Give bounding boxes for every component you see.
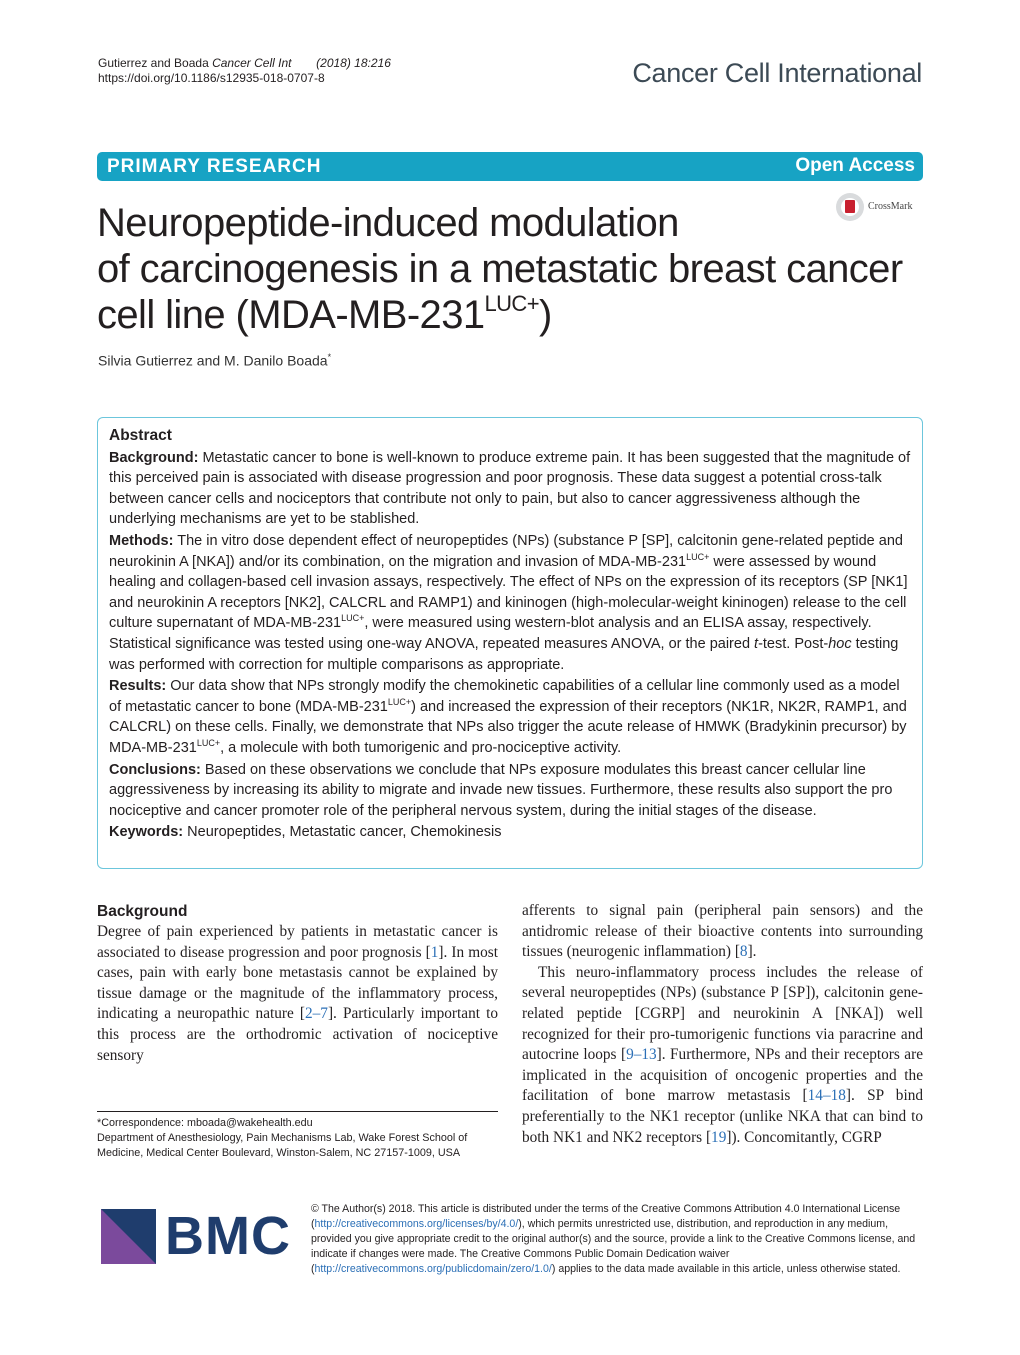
body-column-right — [522, 901, 923, 1148]
citation-link[interactable]: 2–7 — [305, 1005, 328, 1023]
abstract-heading: Abstract — [109, 427, 172, 444]
bmc-logo-text: BMC — [165, 1206, 291, 1266]
correspondence-footnote — [97, 1116, 498, 1161]
body-column-left — [97, 902, 498, 1066]
citation-header — [98, 56, 391, 86]
citation-line — [98, 56, 391, 71]
corresponding-mark: * — [327, 352, 332, 362]
bmc-logo-icon — [101, 1209, 156, 1264]
citation-link[interactable]: 19 — [711, 1128, 727, 1146]
title-line-2: of carcinogenesis in a metastatic breast cancer — [97, 247, 903, 291]
abstract-conclusions: Conclusions: Based on these observations we conclude that NPs exposure modulates this breast cancer cellular line aggressiveness by increasing its ability to migrate and invade new tissues. Furthermore, these results also support the pro nociceptive and cancer promoter role of the peripheral nervous system, during the initial stages of the disease. — [109, 761, 893, 819]
journal-name: Cancer Cell International — [632, 58, 922, 88]
article-title — [97, 200, 917, 338]
body-paragraph: Degree of pain experienced by patients in metastatic cancer is associated to disease progression and poor prognosis [1]. In most cases, pain with early bone metastasis cannot be explained by tissue damage or the magnitude of the inflammatory process, indicating a neuropathic nature [2–7]. Particularly important to this process are the orthodromic activation of nociceptive sensory — [97, 923, 499, 1064]
abstract-results: Results: Our data show that NPs strongly modify the chemokinetic capabilities of a cellular line commonly used as a model of metastatic cancer to bone $(MDA-MB-231^{LUC+})$ and increased the expression of their receptors (NK1R, NK2R, RAMP1, and CALCRL) on these cells. Finally, we demonstrate that NPs also trigger the acute release of HMWK (Bradykinin precursor) by MDA-$MB-231^{LUC+}$, a molecule with both tumorigenic and pro-nociceptive activity. — [109, 678, 907, 756]
title-line-1: Neuropeptide-induced modulation — [97, 201, 679, 245]
crossmark-label: CrossMark — [868, 201, 913, 212]
title-superscript: LUC+ — [484, 291, 539, 316]
license-statement: © The Author(s) 2018. This article is distributed under the terms of the Creative Commons Attribution 4.0 International License (http://creativecommons.org/licenses/by/4.0/), which permits unrestricted use, distribution, and reproduction in any medium, provided you give appropriate credit to the original author(s) and the source, provide a link to the Creative Commons license, and indicate if changes were made. The Creative Commons Public Domain Dedication waiver (http://creativecommons.org/publicdomain/zero/1.0/) applies to the data made available in this article, unless otherwise stated. — [311, 1203, 916, 1275]
license-link-zero[interactable]: http://creativecommons.org/publicdomain/zero/1.0/ — [314, 1263, 552, 1275]
author-names: Silvia Gutierrez and M. Danilo Boada — [98, 352, 328, 369]
article-type-banner — [97, 152, 923, 181]
citation-authors: Gutierrez and Boada — [98, 56, 209, 70]
affiliation: Department of Anesthesiology, Pain Mechanisms Lab, Wake Forest School of Medicine, Medical Center Boulevard, Winston-Salem, NC 27157-1009, USA — [97, 1132, 468, 1159]
doi-link[interactable]: https://doi.org/10.1186/s12935-018-0707-8 — [98, 71, 325, 85]
license-link-by[interactable]: http://creativecommons.org/licenses/by/4.0/ — [314, 1218, 519, 1230]
citation-link[interactable]: 14–18 — [807, 1087, 846, 1105]
citation-link[interactable]: 9–13 — [626, 1046, 657, 1064]
abstract-background: Background: Metastatic cancer to bone is well-known to produce extreme pain. It has been suggested that the magnitude of this perceived pain is associated with disease progression and poor prognosis. These data suggest a potential cross-talk between cancer cells and nociceptors that contribute not only to pain, but also to cancer aggressiveness although the underlying mechanisms are yet to be stablished. — [109, 449, 911, 528]
citation-link[interactable]: 1 — [430, 943, 439, 961]
author-list — [98, 352, 331, 369]
footnote-divider — [97, 1111, 498, 1112]
article-type-label: PRIMARY RESEARCH — [107, 156, 322, 177]
bmc-logo — [101, 1206, 291, 1266]
citation-journal: Cancer Cell Int — [212, 56, 292, 70]
title-line-3: cell line $(MDA-MB-231^{LUC+})$ — [97, 291, 552, 337]
open-access-label: Open Access — [795, 155, 915, 176]
abstract-box — [97, 417, 923, 869]
citation-link[interactable]: 8 — [739, 943, 748, 961]
body-paragraph: afferents to signal pain (peripheral pain sensors) and the antidromic release of their bioactive contents into surrounding tissues (neurogenic inflammation) [8]. — [522, 902, 923, 961]
body-paragraph: This neuro-inflammatory process includes the release of several neuropeptides (NPs) (substance P [SP]), calcitonin gene-related peptide [CGRP] and neurokinin A [NKA]) well recognized for their pro-tumorigenic functions via paracrine and autocrine loops [9–13]. Furthermore, NPs and their receptors are implicated in the acquisition of oncogenic properties and the facilitation of bone marrow metastasis [14–18]. SP bind preferentially to the NK1 receptor (unlike NKA that can bind to both NK1 and NK2 receptors [19]). Concomitantly, CGRP — [522, 963, 923, 1146]
citation-year-volume: (2018) 18:216 — [316, 56, 391, 70]
abstract-methods: Methods: The in vitro dose dependent effect of neuropeptides (NPs) (substance P [SP], calcitonin gene-related peptide and neurokinin A [NKA]) and/or its combination, on the migration and invasion of MDA-$MB-231^{LUC+}$ were assessed by wound healing and collagen-based cell invasion assays, respectively. The effect of NPs on the expression of its receptors (SP [NK1] and neurokinin A receptors [NK2], CALCRL and RAMP1) and kininogen (high-molecular-weight kininogen) release to the cell culture supernatant of MDA-$MB-231^{LUC+}$, were measured using western-blot analysis and an ELISA assay, respectively. Statistical significance was tested using one-way ANOVA, repeated measures ANOVA, or the paired t-test. Post-hoc testing was performed with correction for multiple comparisons as appropriate. — [109, 532, 908, 673]
section-heading-background: Background — [97, 903, 188, 920]
correspondence-email: *Correspondence: mboada@wakehealth.edu — [97, 1117, 313, 1129]
abstract-keywords: Keywords: Neuropeptides, Metastatic cancer, Chemokinesis — [109, 824, 502, 841]
